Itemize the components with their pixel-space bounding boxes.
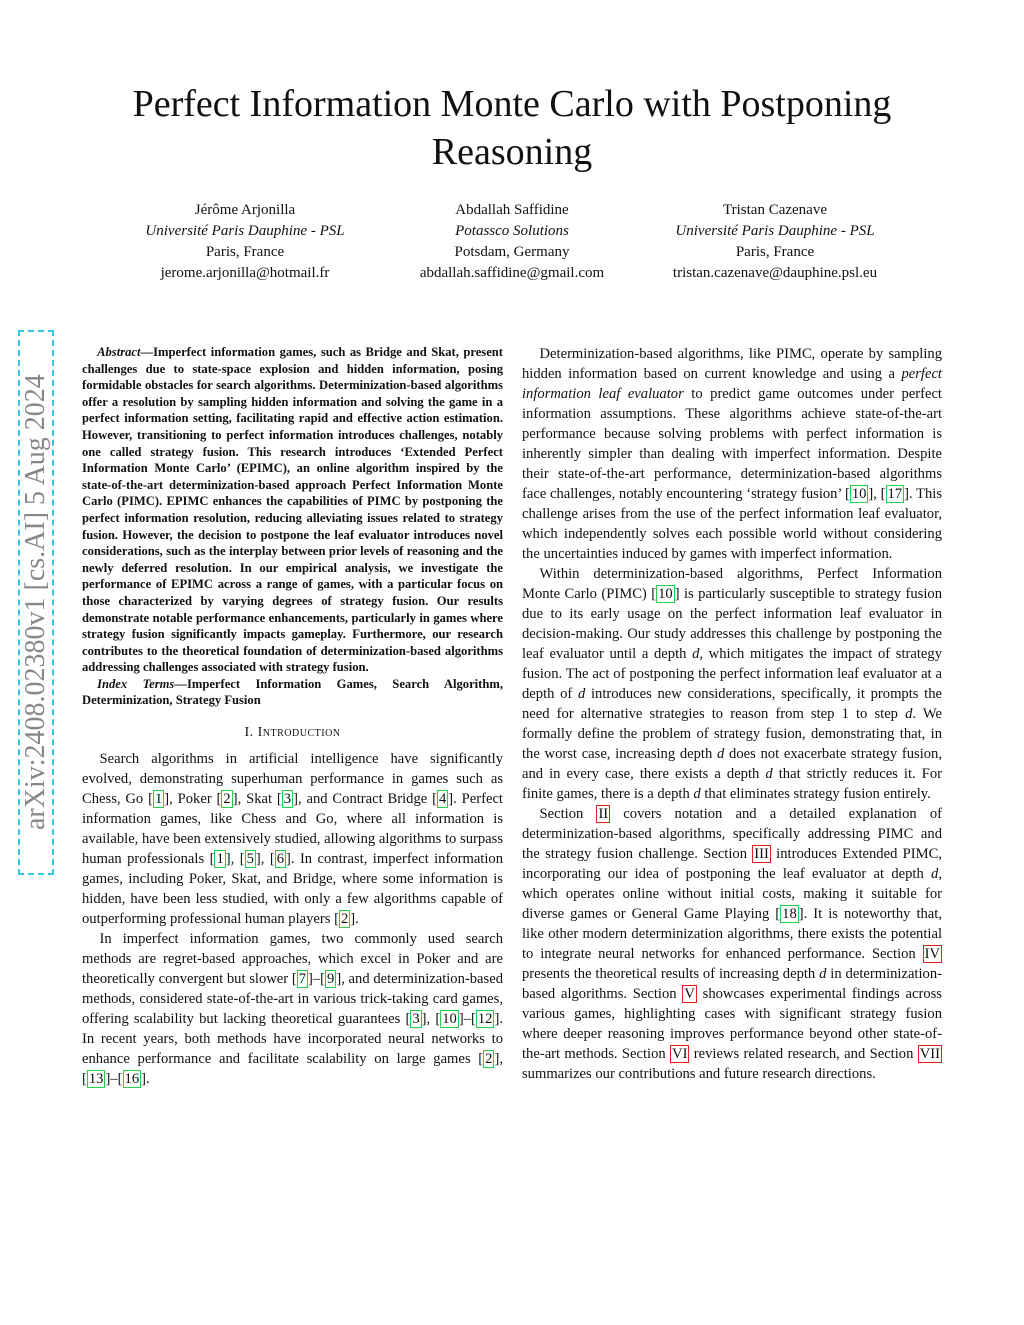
section-link[interactable]: VII (919, 1046, 941, 1062)
paper-title: Perfect Information Monte Carlo with Postponing Reasoning (132, 83, 892, 173)
text-run: . Perfect information games, like Chess and Go, where all information is available, have been extensively studied, allowing algorithms to surpass human professionals (82, 791, 503, 868)
text-run: , and determinization-based methods, considered state-of-the-art in various trick-taking card games, offering scalability but lacking theoretical guarantees (82, 971, 503, 1028)
text-run: that strictly reduces it. For finite games, there is a depth (522, 766, 942, 802)
author-location: Paris, France (205, 244, 285, 260)
author-affiliation: Université Paris Dauphine - PSL (675, 223, 875, 239)
text-run: , (426, 1011, 436, 1028)
text-run: . (355, 911, 359, 928)
citation-link[interactable]: 5 (246, 851, 254, 868)
text-run: covers notation and a detailed explanation of determinization-based algorithms, specifically addressing PIMC and the strategy fusion challenge. Section (522, 806, 942, 862)
citation-link[interactable]: 2 (485, 1051, 493, 1068)
paragraph: Within determinization-based algorithms, Perfect Information Monte Carlo (PIMC) [ 10 ] is particularly susceptible to strategy fusion due to its early usage on the perfect information leaf evaluator in decision-making. Our study addresses this challenge by postponing the leaf evaluator until a depth d, which mitigates the impact of strategy fusion. The act of postponing the perfect information leaf evaluator at a depth of d introduces new considerations, specifically, it prompts the need for alternative strategies to reason from step 1 to step d. We formally define the problem of strategy fusion, demonstrating that, in the worst case, increasing depth d does not exacerbate strategy fusion, and in every case, there exists a depth d that strictly reduces it. For finite games, there is a depth d that eliminates strategy fusion entirely. (522, 566, 943, 802)
text-run: in determinization-based algorithms. Section (522, 966, 942, 1002)
citation-link[interactable]: 10 (851, 486, 867, 502)
author-location: Paris, France (735, 244, 815, 260)
citation-link[interactable]: 4 (438, 791, 447, 808)
math-variable: d (765, 766, 773, 782)
abstract-label: Abstract (97, 345, 141, 359)
author-1 (95, 200, 395, 284)
math-variable: d (577, 686, 586, 702)
section-title: Introduction (257, 725, 341, 741)
text-run: summarizes our contributions and future research directions. (522, 1066, 876, 1082)
left-column (82, 344, 503, 1089)
citation-link[interactable]: 1 (216, 851, 224, 868)
citation-link[interactable]: 10 (658, 586, 673, 602)
text-run: In imperfect information games, two commonly used search methods are regret-based approaches, which excel in Poker and are theoretically convergent but slower (82, 931, 503, 988)
text-run: Section (539, 806, 597, 822)
author-name: Jérôme Arjonilla (194, 202, 296, 218)
section-link[interactable]: IV (924, 946, 940, 962)
text-run: . (145, 1071, 150, 1088)
text-run: – (312, 971, 321, 988)
text-run: , which operates online without initial costs, making it suitable for diverse games or General Game Playing (522, 866, 942, 922)
paragraph: Section II covers notation and a detailed explanation of determinization-based algorithms, specifically addressing PIMC and the strategy fusion challenge. Section III introduces Extended PIMC, incorporating our idea of postponing the leaf evaluator at depth d, which operates online without initial costs, making it suitable for diverse games or General Game Playing [ 18 ]. It is noteworthy that, like other modern determinization algorithms, there exists the potential to integrate neural networks for enhanced performance. Section IV presents the theoretical results of increasing depth d in determinization-based algorithms. Section V showcases experimental findings across various games, highlighting cases with significant strategy fusion where deeper reasoning improves performance beyond other state-of-the-art methods. Section VI reviews related research, and Section VII summarizes our contributions and future research directions. (522, 806, 942, 1082)
author-location: Potsdam, Germany (454, 244, 570, 260)
text-run: , Skat (237, 791, 277, 808)
citation-link[interactable]: 1 (154, 791, 163, 808)
text-run: , (260, 851, 270, 868)
author-email: jerome.arjonilla@hotmail.fr (160, 265, 330, 281)
index-terms-label: Index Terms (97, 676, 175, 691)
text-run: reviews related research, and Section (689, 1046, 918, 1062)
text-run: to predict game outcomes under perfect information assumptions. These algorithms achieve state-of-the-art performance because solving problems with perfect information is inherently simpler than dealing with imperfect information. Despite their state-of-the-art performance, determinization-based algorithms face challenges, notably encountering ‘strategy fusion’ (522, 386, 942, 502)
section-link[interactable]: V (684, 986, 695, 1002)
text-run: presents the theoretical results of increasing depth (522, 966, 820, 982)
text-run: showcases experimental findings across various games, highlighting cases with significant strategy fusion where deeper reasoning improves performance beyond other state-of-the-art methods. Section (522, 986, 942, 1062)
text-run: , and Contract Bridge (297, 791, 433, 808)
arxiv-identifier-link[interactable]: arXiv:2408.02380v1 [cs.AI] 5 Aug 2024 (18, 330, 54, 875)
text-run: does not exacerbate strategy fusion, and in every case, there exists a depth (522, 746, 943, 782)
citation-link[interactable]: 7 (298, 971, 306, 988)
citation-link[interactable]: 9 (327, 971, 335, 988)
author-2 (362, 200, 662, 284)
citation-link[interactable]: 2 (340, 911, 349, 928)
text-run: is particularly susceptible to strategy fusion due to its early usage on the perfect information leaf evaluator in decision-making. Our study addresses this challenge by postponing the leaf evaluator until a depth (522, 586, 942, 662)
author-email: abdallah.saffidine@gmail.com (419, 265, 605, 281)
section-heading (82, 723, 503, 743)
section-link[interactable]: VI (672, 1046, 688, 1062)
text-run: , (873, 486, 881, 502)
paragraph: In imperfect information games, two commonly used search methods are regret-based approaches, which excel in Poker and are theoretically convergent but slower [ 7 ]–[ 9 ], and determinization-based methods, considered state-of-the-art in various trick-taking card games, offering scalability but lacking theoretical guarantees [ 3 ], [ 10 ]–[ 12 ]. In recent years, both methods have incorporated neural networks to enhance performance and facilitate scalability on large games [ 2 ], [ 13 ]–[ 16 ]. (82, 931, 503, 1088)
section-link[interactable]: II (598, 806, 609, 822)
text-run: . We formally define the problem of strategy fusion, demonstrating that, in the worst case, increasing depth (522, 706, 942, 762)
math-variable: d (693, 786, 701, 802)
index-terms (82, 676, 503, 709)
right-column (522, 344, 942, 1084)
citation-link[interactable]: 17 (887, 486, 903, 502)
text-run: . In contrast, imperfect information games, including Poker, Skat, and Bridge, where some information is hidden, have been less studied, with only a few algorithms capable of outperforming professional human players (82, 851, 504, 928)
math-variable: d (692, 646, 700, 662)
citation-link[interactable]: 6 (276, 851, 284, 868)
text-run: Determinization-based algorithms, like PIMC, operate by sampling hidden information based on current knowledge and using a (522, 346, 942, 382)
paragraph: Search algorithms in artificial intelligence have significantly evolved, demonstrating superhuman performance in games such as Chess, Go [ 1 ], Poker [ 2 ], Skat [ 3 ], and Contract Bridge [ 4 ]. Perfect information games, like Chess and Go, where all information is available, have been extensively studied, allowing algorithms to surpass human professionals [ 1 ], [ 5 ], [ 6 ]. In contrast, imperfect information games, including Poker, Skat, and Bridge, where some information is hidden, have been less studied, with only a few algorithms capable of outperforming professional human players [ 2 ]. (82, 751, 504, 928)
author-affiliation: Université Paris Dauphine - PSL (145, 223, 345, 239)
author-name: Abdallah Saffidine (455, 202, 569, 218)
citation-link[interactable]: 12 (477, 1011, 493, 1028)
text-run: – (110, 1071, 118, 1088)
text-run: , Poker (169, 791, 217, 808)
abstract (82, 344, 503, 676)
section-link[interactable]: III (754, 846, 769, 862)
author-name: Tristan Cazenave (722, 202, 827, 218)
math-variable: d (931, 866, 939, 882)
citation-link[interactable]: 2 (223, 791, 231, 808)
paragraph: Determinization-based algorithms, like PIMC, operate by sampling hidden information based on current knowledge and using a perfect information leaf evaluator to predict game outcomes under perfect information assumptions. These algorithms achieve state-of-the-art performance because solving problems with perfect information is inherently simpler than dealing with imperfect information. Despite their state-of-the-art performance, determinization-based algorithms face challenges, notably encountering ‘strategy fusion’ [ 10 ], [ 17 ]. This challenge arises from the use of the perfect information leaf evaluator, which independently solves each possible world without considering the uncertainties induced by games with imperfect information. (522, 346, 943, 562)
text-run: , which mitigates the impact of strategy fusion. The act of postponing the perfect information leaf evaluator at a depth of (522, 646, 942, 702)
text-run: – (463, 1011, 471, 1028)
author-affiliation: Potassco Solutions (455, 223, 569, 239)
text-run: Search algorithms in artificial intelligence have significantly evolved, demonstrating superhuman performance in games such as Chess, Go (82, 751, 503, 808)
citation-link[interactable]: 13 (88, 1071, 104, 1088)
text-run: . This challenge arises from the use of the perfect information leaf evaluator, which independently solves each possible world without considering the uncertainties induced by games with imperfect information. (522, 486, 943, 562)
citation-link[interactable]: 18 (782, 906, 797, 922)
text-run: introduces Extended PIMC, incorporating our idea of postponing the leaf evaluator at depth (522, 846, 942, 882)
math-variable: d (717, 746, 725, 762)
text-run: Within determinization-based algorithms, Perfect Information Monte Carlo (PIMC) (522, 566, 942, 602)
citation-link[interactable]: 3 (283, 791, 292, 808)
index-terms-text: —Imperfect Information Games, Search Algorithm, Determinization, Strategy Fusion (82, 676, 503, 708)
author-3 (625, 200, 925, 284)
abstract-text: —Imperfect information games, such as Bridge and Skat, present challenges due to state-space explosion and hidden information, posing formidable obstacles for search algorithms. Determinization-based algorithms offer a resolution by sampling hidden information and solving the game in a perfect information setting, facilitating rapid and effective action estimation. However, transitioning to perfect information introduces challenges, notably one called strategy fusion. This research introduces ‘Extended Perfect Information Monte Carlo’ (EPIMC), an online algorithm inspired by the state-of-the-art determinization-based approach Perfect Information Monte Carlo (PIMC). EPIMC enhances the capabilities of PIMC by postponing the perfect information resolution, reducing alleviating issues related to strategy fusion. However, the decision to postpone the leaf evaluator introduces novel considerations, such as the interplay between prior levels of reasoning and the newly deferred resolution. In our empirical analysis, we investigate the performance of EPIMC across a range of games, with a particular focus on those characterized by varying degrees of strategy fusion. Our results demonstrate notable performance enhancements, particularly in games where strategy fusion significantly impacts gameplay. Furthermore, our research contributes to the theoretical foundation of determinization-based algorithms addressing challenges associated with strategy fusion. (82, 345, 503, 675)
citation-link[interactable]: 3 (412, 1011, 420, 1028)
citation-link[interactable]: 10 (442, 1011, 457, 1028)
text-run: . It is noteworthy that, like other modern determinization algorithms, there exists the potential to integrate neural networks for enhanced performance. Section (522, 906, 942, 962)
text-run: that eliminates strategy fusion entirely. (700, 786, 931, 802)
math-variable: d (905, 706, 913, 722)
text-run: , (230, 851, 240, 868)
section-number: I. (244, 725, 258, 741)
text-run: , (499, 1051, 503, 1068)
citation-link[interactable]: 16 (124, 1071, 140, 1088)
emphasis: perfect information leaf evaluator (522, 366, 942, 402)
text-run: . In recent years, both methods have incorporated neural networks to enhance performance and facilitate scalability on large games (82, 1011, 503, 1068)
author-email: tristan.cazenave@dauphine.psl.eu (672, 265, 878, 281)
math-variable: d (819, 966, 827, 982)
text-run: introduces new considerations, specifically, it prompts the need for alternative strategies to reason from step 1 to step (522, 686, 942, 722)
